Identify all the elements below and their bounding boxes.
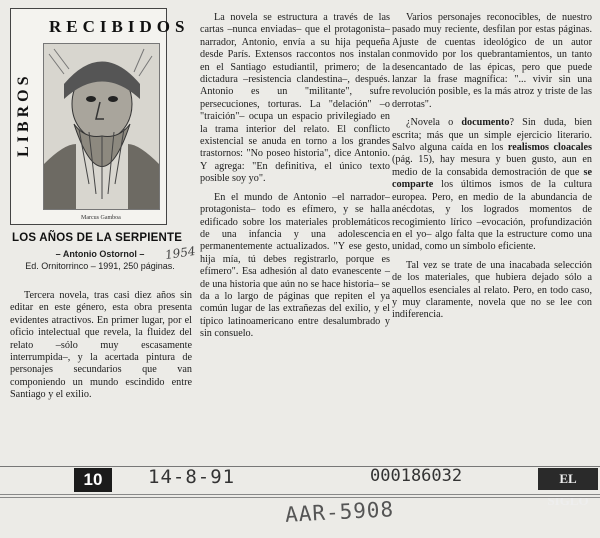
handwritten-date: 14-8-91 (148, 466, 236, 488)
emphasis: documento (461, 117, 510, 129)
divider (0, 494, 600, 498)
article-column-3 (392, 12, 592, 328)
author-portrait-engraving (43, 43, 160, 210)
section-title: RECIBIDOS (49, 17, 190, 36)
divider (0, 466, 600, 467)
handwritten-reference: AAR-5908 (284, 497, 395, 527)
article-column-2 (200, 12, 390, 347)
recibidos-libros-header (10, 8, 190, 225)
paragraph: Tercera novela, tras casi diez años sin editar en este género, esta obra presenta evidentes atractivos. En primer lugar, por el oficio intelectual que revela, la fluidez del relato –sólo muy escasamente interrumpida–, y la acertada pintura de personajes secundarios que van componiendo un mundo escindido entre Santiago y el exilio. (10, 290, 192, 401)
page-number: 10 (74, 468, 112, 492)
newspaper-logo: EL SIGLO (538, 468, 598, 490)
section-side-label: LIBROS (15, 72, 32, 158)
paragraph: Tal vez se trate de una inacabada selección de los materiales, que hubiera dejado sólo a aquellos esenciales al relato. Pero, en todo caso, y muy claramente, novela que no se lee con indiferencia. (392, 259, 592, 321)
book-edition: Ed. Ornitorrinco – 1991, 250 páginas. (25, 261, 175, 271)
emphasis: realismos cloacales (507, 142, 592, 154)
book-meta (25, 248, 175, 272)
book-author: – Antonio Ostornol – (55, 249, 145, 259)
text-run: (pág. 15), hay mesura y buen gusto, aun en medio de la consabida demostración de que (392, 154, 592, 178)
paragraph: En el mundo de Antonio –el narrador–protagonista– todo es efímero, y se halla edificado sobre los materiales problemáticos de una infancia y una adolescencia permanentemente actualizados. "Y ese gesto, hija mía, tú debes registrarlo, porque es efímero". Esa adhesión al dato evanescente –de una historia que aún no se hace historia– se da a lo largo de páginas que repiten el ya común lugar de las extrañezas del exilio, y el típico latinoamericano entre desalumbrado y sin consuelo. (200, 191, 390, 340)
text-run: ? Sin duda, bien escrita; más que un simple ejercicio literario. Salvo alguna caída en los (392, 117, 592, 154)
text-run: ¿Novela o (406, 117, 462, 129)
book-title: LOS AÑOS DE LA SERPIENTE (12, 232, 183, 244)
paragraph (392, 117, 592, 253)
text-run: los últimos ismos de la cultura europea. Pero, en medio de la abundancia de anécdotas, y los logrados momentos de recogimiento lírico –evocación, profundización en el yo– algo falta que la estructure como una unidad, como un símbolo eficiente. (392, 179, 592, 253)
paragraph: La novela se estructura a través de las cartas –nunca enviadas– que el protagonista–narrador, Antonio, envía a su hija pequeña desde París. Extensos raccontos nos instalan en el Santiago estudiantil, primero; de la dictadura –resistencia clandestina–, después. Antonio es un "militante", sufre persecuciones, torturas. La "delación" –o "traición"– ocupa un espacio privilegiado en la trama interior del relato. El conflicto existencial se anuda en torno a los grandes trastornos: "No poseo historia", dice Antonio. Y agrega: "En definitiva, el único texto posible soy yo". (200, 12, 390, 185)
paragraph: Varios personajes reconocibles, de nuestro pasado muy reciente, desfilan por estas páginas. Ajuste de cuentas ideológico de un autor conmovido por los quebrantamientos, un tanto desencantado de las épicas, pero que puede lanzar la frase magnífica: "... vivir sin una revolución posible, es la más atroz y triste de las derrotas". (392, 12, 592, 110)
handwritten-year: 1954 (164, 243, 197, 263)
portrait-caption: Marcus Gamboa (81, 215, 121, 221)
article-column-1 (10, 290, 192, 408)
handwritten-code: 000186032 (370, 466, 463, 486)
emphasis: se comparte (392, 166, 592, 191)
